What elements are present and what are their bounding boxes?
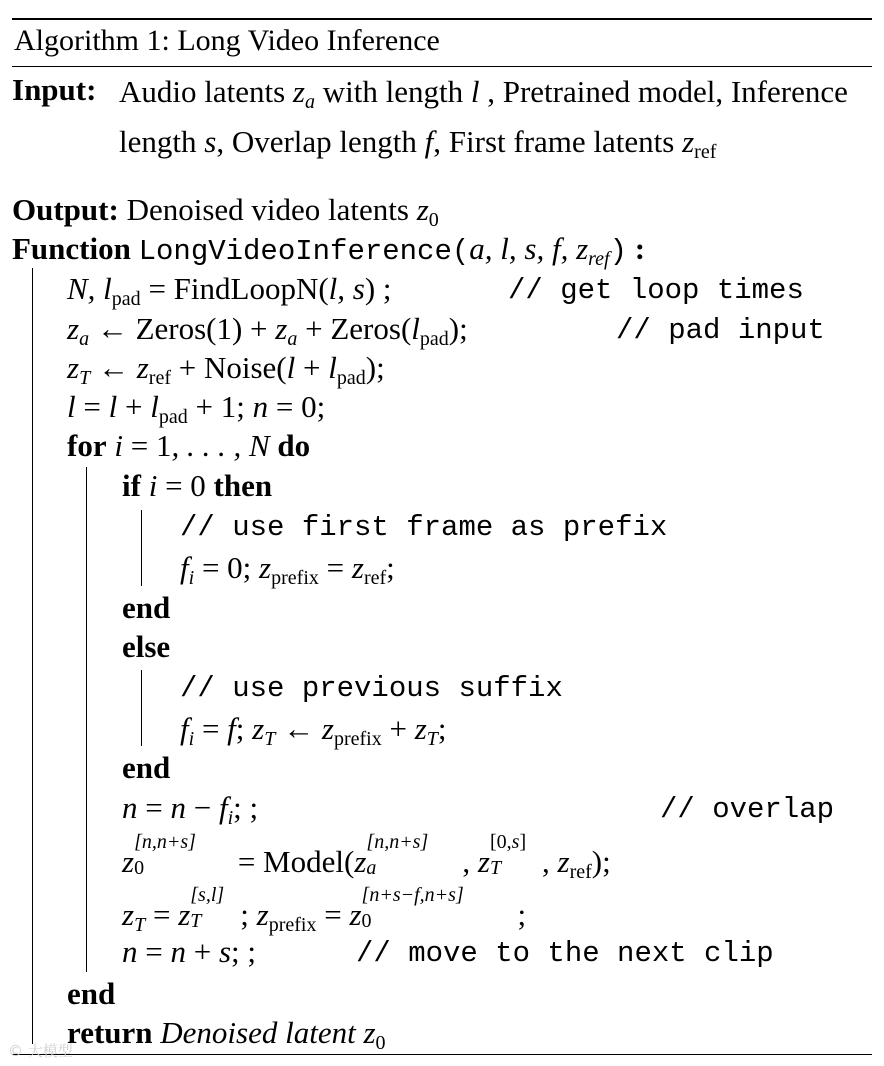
bottom-rule	[12, 1054, 872, 1055]
code-line-3: zT ← $z_{ref}$ + Noise(l + $l_{pad}$);	[67, 350, 385, 389]
code-else-body: fi = f; zT ← $z_{prefix}$ + zT;	[180, 711, 447, 750]
end-if: end	[122, 590, 171, 625]
code-line-4: $l = l + l_{pad} + 1$; n = 0;	[67, 389, 326, 428]
if-scope-bar	[141, 510, 142, 586]
comment-prev: // use previous suffix	[180, 672, 563, 705]
code-if-body: fi = 0; $z_{prefix} = z_{ref}$;	[180, 550, 395, 589]
comment-pad: // pad input	[616, 314, 825, 347]
code-overlap: n = n − fi; ;	[122, 790, 259, 829]
output-line: Output: Denoised video latents $z_0$	[12, 192, 439, 231]
input-text: Audio latents za with length l , Pretrained model, Inference length s, Overlap length f, First frame latents $z_{ref}$	[119, 74, 848, 163]
comment-move: // move to the next clip	[356, 937, 774, 970]
comment-loop: // get loop times	[508, 274, 804, 307]
end-for: end	[67, 976, 116, 1011]
code-line-1: N, $l_{pad}$ = FindLoopN(l, s) ;	[67, 271, 392, 310]
if-line: if i = 0 then	[122, 468, 273, 503]
for-scope-bar	[86, 467, 87, 972]
end-else: end	[122, 750, 171, 785]
comment-first: // use first frame as prefix	[180, 511, 668, 544]
code-update: zT = z [s,l] T ; $z_{prefix} = z$ [n+s−f,n+s] 0 ;	[122, 884, 527, 936]
code-move: n = n + s; ;	[122, 934, 257, 969]
comment-overlap: // overlap	[660, 793, 835, 826]
code-line-2: za ← Zeros(1) + za + $Zeros(l_{pad})$;	[67, 311, 468, 350]
algorithm-title: Algorithm 1: Long Video Inference	[14, 24, 440, 57]
top-rule	[12, 18, 872, 20]
title-rule	[12, 66, 872, 67]
input-keyword: Input:	[12, 72, 97, 107]
code-model: z [n,n+s] 0 = Model(z [n,n+s] a , z [0,s] T , $z_{ref}$);	[122, 831, 611, 883]
function-signature: Function LongVideoInference(a, l, s, f, zref) :	[12, 231, 646, 270]
else-line: else	[122, 629, 171, 664]
else-scope-bar	[141, 670, 142, 746]
watermark: © 大模型	[8, 1042, 73, 1060]
for-line: for i = 1, . . . , N do	[67, 428, 311, 463]
function-scope-bar	[32, 268, 33, 1044]
return-line: return Denoised latent $z_0$	[67, 1015, 386, 1054]
